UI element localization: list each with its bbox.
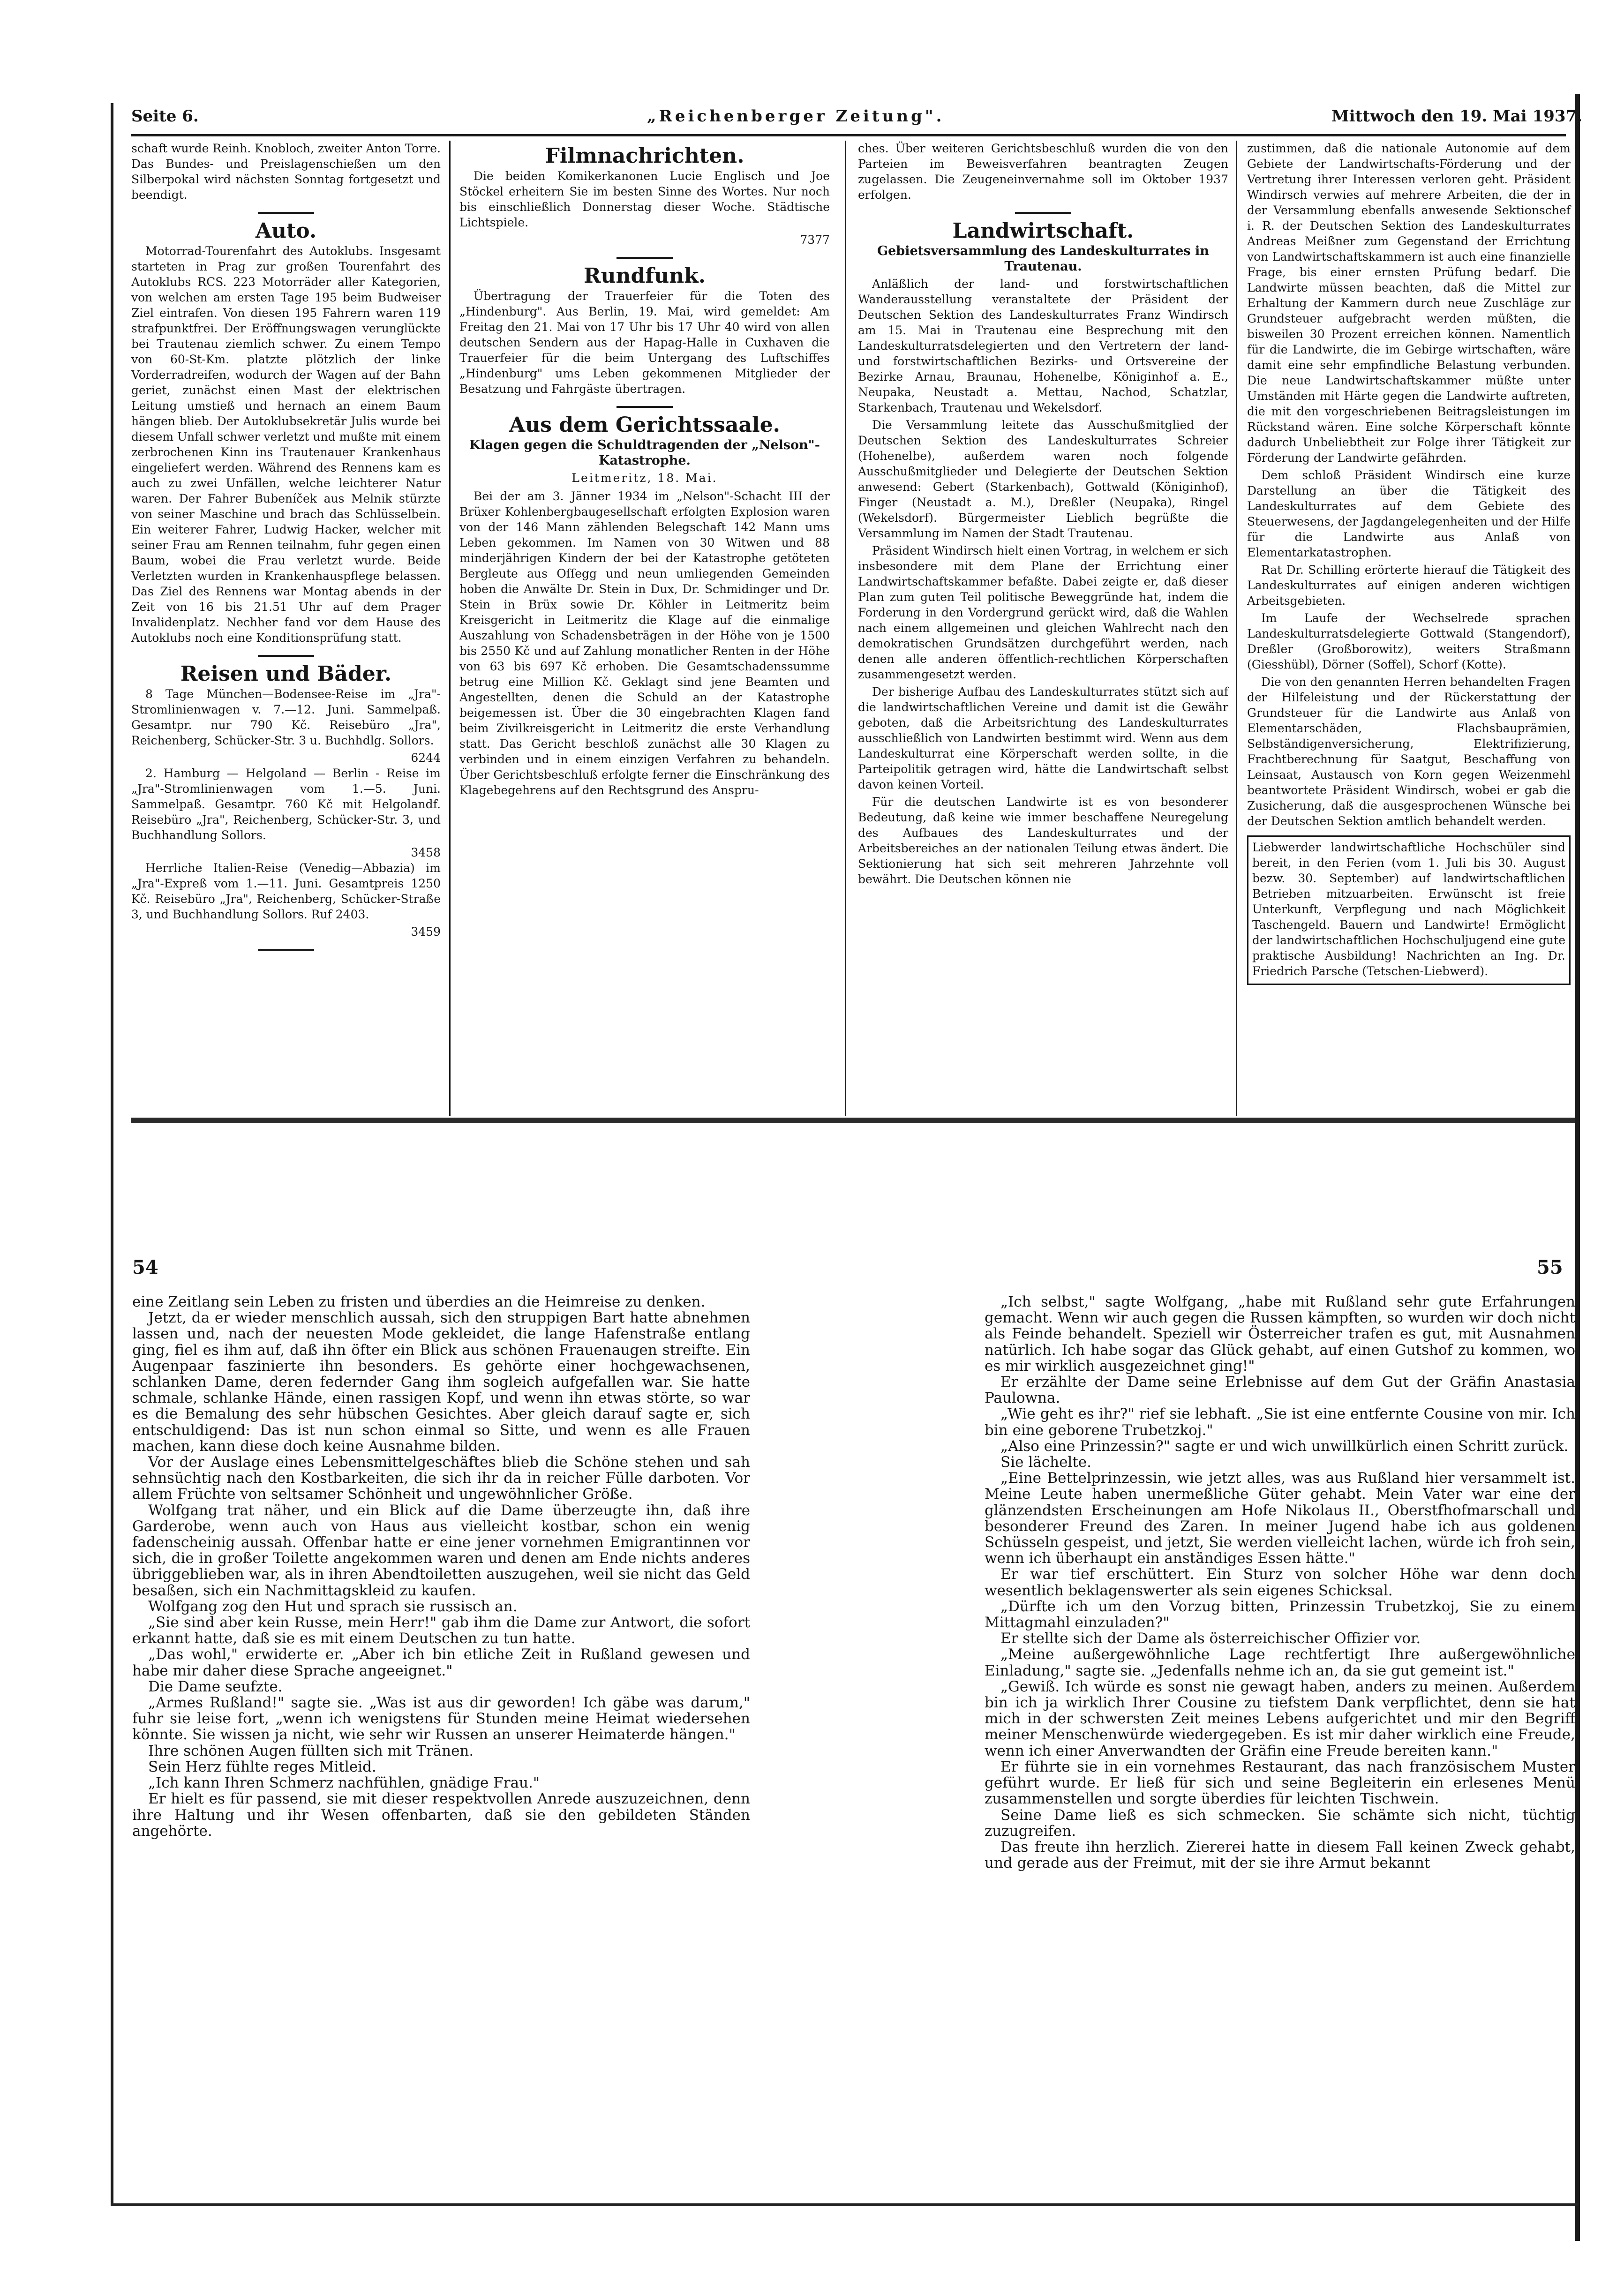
book-paragraph: „Sie sind aber kein Russe, mein Herr!" gab ihm die Dame zur Antwort, die sofort erkannt hatte, daß sie es mit einem Deutschen zu tun hatte. [132, 1614, 750, 1647]
header-rule [131, 134, 1566, 136]
section-heading-rundfunk: Rundfunk. [583, 264, 706, 288]
book-paragraph: Er war tief erschüttert. Ein Sturz von solcher Höhe war denn doch wesentlich beklagenswerter als sein eigenes Schicksal. [985, 1566, 1575, 1599]
book-paragraph: Seine Dame ließ es sich schmecken. Sie schämte sich nicht, tüchtig zuzugreifen. [985, 1806, 1575, 1840]
section-heading-gericht: Aus dem Gerichtssaale. [509, 413, 780, 437]
travel-ad: 8 Tage München—Bodensee-Reise im „Jra"-Stromlinienwagen v. 7.—12. Juni. Sammelpaß. Gesamtpr. nur 790 Kč. Reisebüro „Jra", Reichenberg, Schücker-Str. 3 u. Buchhdlg. Sollors. [131, 687, 441, 747]
book-paragraph: Sein Herz fühlte reges Mitleid. [148, 1758, 376, 1775]
section-heading-landwirtschaft: Landwirtschaft. [952, 219, 1134, 243]
book-paragraph: „Also eine Prinzessin?" sagte er und wich unwillkürlich einen Schritt zurück. [1000, 1437, 1569, 1455]
book-paragraph: „Gewiß. Ich würde es sonst nie gewagt haben, anders zu meinen. Außerdem bin ich ja wirklich Ihrer Cousine zu tiefstem Dank verpflichtet, denn sie hat mich in der schwersten Zeit meines Lebens aufgerichtet und mir den Begriff meiner Menschenwürde wiedergegeben. Es ist mir daher wirklich eine Freude, wenn ich einer Anverwandten der Gräfin eine Freude bereiten kann." [985, 1678, 1575, 1759]
column-3 [858, 141, 1228, 889]
section-heading-auto: Auto. [255, 219, 317, 243]
ad-number: 6244 [411, 751, 441, 765]
book-paragraph: Die Dame seufzte. [148, 1678, 283, 1695]
travel-ad: 2. Hamburg — Helgoland — Berlin - Reise im „Jra"-Stromlinienwagen vom 1.—5. Juni. Sammelpaß. Gesamtpr. 760 Kč mit Helgolandf. Reisebüro „Jra", Reichenberg, Schücker-Str. 3, und Buchhandlung Sollors. [131, 766, 441, 842]
fold-divider [131, 1118, 1575, 1123]
article-text: Bei der am 3. Jänner 1934 im „Nelson"-Schacht III der Brüxer Kohlenbergbaugesellschaft erfolgten Explosion waren von der 146 Mann zählenden Belegschaft 142 Mann ums Leben gekommen. Im Namen von 30 Witwen und 88 minderjährigen Kindern der bei der Katastrophe getöteten Bergleute aus Oſſegg und neun umliegenden Gemeinden hoben die Anwälte Dr. Stein in Dux, Dr. Schmidinger und Dr. Stein in Brüx sowie Dr. Köhler in Leitmeritz beim Kreisgericht in Leitmeritz die Klage auf die einmalige Auszahlung von Schadensbeträgen in der Höhe von je 1500 bis 2550 Kč und auf Zahlung monatlicher Renten in der Höhe von 63 bis 697 Kč erhoben. Die Gesamtschadenssumme betrug eine Million Kč. Geklagt sind jene Beamten und Angestellten, denen die Schuld an der Katastrophe beigemessen ist. Über die 30 eingebrachten Klagen fand beim Zivilkreisgericht in Leitmeritz die erste Verhandlung statt. Das Gericht beschloß zunächst alle 30 Klagen zu verbinden und in einem einzigen Verfahren zu behandeln. Über Gerichtsbeschluß erfolgte ferner die Einschränkung des Klagebegehrens auf den Rechtsgrund des Anspru- [459, 489, 830, 797]
issue-date: Mittwoch den 19. Mai 1937. [1331, 107, 1583, 126]
article-text: Präsident Windirsch hielt einen Vortrag, in welchem er sich insbesondere mit dem Plane der Errichtung einer Landwirtschaftskammer befaßte. Dabei zeigte er, daß dieser Plan zum guten Teil politische Beweggründe hat, indem die Forderung in den Vordergrund gerückt wird, daß die Wahlen nach einem allgemeinen und gleichen Wahlrecht nach den demokratischen Grundsätzen durchgeführt werden, nach denen alle anderen öffentlich-rechtlichen Körperschaften zusammengesetzt werden. [858, 544, 1228, 681]
book-paragraph: Er stellte sich der Dame als österreichischer Offizier vor. [1000, 1630, 1421, 1647]
book-paragraph: „Ich selbst," sagte Wolfgang, „habe mit Rußland sehr gute Erfahrungen gemacht. Wenn wir auch gegen die Russen kämpften, so wurden wir doch nicht als Feinde behandelt. Speziell wir Österreicher trafen es gut, mit Ausnahmen natürlich. Ich habe sogar das Glück gehabt, auf einen Gutshof zu kommen, wo es mir wirklich ausgezeichnet ging!" [985, 1293, 1575, 1375]
page-edge-right [1575, 94, 1580, 2241]
book-paragraph: „Das wohl," erwiderte er. „Aber ich bin etliche Zeit in Rußland gewesen und habe mir daher diese Sprache angeeignet." [132, 1646, 750, 1679]
book-paragraph: Ihre schönen Augen füllten sich mit Tränen. [148, 1742, 474, 1759]
article-text: Im Laufe der Wechselrede sprachen Landeskulturratsdelegierte Gottwald (Stangendorf), Dreßler (Großborowitz), weiters Straßmann (Giesshübl), Dörner (Soffel), Schorf (Kotte). [1247, 611, 1571, 671]
column-rule [449, 141, 451, 1116]
article-text: Die von den genannten Herren behandelten Fragen der Hilfeleistung und der Rückerstattung der Grundsteuer für die Landwirte aus Anlaß von Elementarschäden, Flachsbauprämien, Selbständigenversicherung, Elektrifizierung, Frachtberechnung für Saatgut, Beschaffung von Leinsaat, Austausch von Korn gegen Weizenmehl beantwortete Präsident Windirsch, wobei er gab die Zusicherung, daß die ausgesprochenen Wünsche bei der Deutschen Sektion amtlich behandelt werden. [1247, 675, 1571, 828]
book-page-number-left: 54 [132, 1256, 158, 1278]
notice-text: Liebwerder landwirtschaftliche Hochschüler sind bereit, in den Ferien (vom 1. Juli bis 30. August bezw. 30. September) auf landwirtschaftlichen Betrieben mitzuarbeiten. Erwünscht ist freie Unterkunft, Verpflegung und nach Möglichkeit Taschengeld. Bauern und Landwirte! Ermöglicht der landwirtschaftlichen Hochschuljugend eine gute praktische Ausbildung! Nachrichten an Ing. Dr. Friedrich Parsche (Tetschen-Liebwerd). [1252, 841, 1565, 978]
article-text: zustimmen, daß die nationale Autonomie auf dem Gebiete der Landwirtschafts-Förderung und der Vertretung ihrer Interessen verloren geht. Präsident Windirsch verwies auf mehrere Arbeiten, die der in der Versammlung ebenfalls anwesende Sektionschef i. R. der Deutschen Sektion des Landeskulturrates Andreas Meißner zum Gegenstand der Errichtung von Landwirtschaftskammern ist auch eine finanzielle Frage, bis einer ernsten Prüfung bedarf. Die Landwirte müssen beachten, daß die Mittel zur Erhaltung der Kammern durch neue Zuschläge zur Grundsteuer aufgebracht werden müßten, die bisweilen 30 Prozent erreichen können. Namentlich für die Landwirte, die im Gebirge wirtschaften, wäre damit eine sehr empfindliche Belastung verbunden. Die neue Landwirtschaftskammer müßte unter Umständen mit Härte gegen die Landwirte auftreten, die mit den vorgeschriebenen Beitragsleistungen im Rückstand wären. Eine solche Körperschaft könnte dadurch Unbeliebtheit zur Folge ihrer Tätigkeit zur Förderung der Landwirte gefährden. [1247, 142, 1571, 465]
article-text: Die beiden Komikerkanonen Lucie Englisch und Joe Stöckel erheitern Sie im besten Sinne des Wortes. Nur noch bis einschließlich Donnerstag dieser Woche. Städtische Lichtspiele. [459, 169, 830, 229]
book-paragraph: Wolfgang trat näher, und ein Blick auf die Dame überzeugte ihn, daß ihre Garderobe, wenn auch von Haus aus vielleicht kostbar, schon ein wenig fadenscheinig aussah. Offenbar hatte er eine jener vornehmen Emigrantinnen vor sich, die in großer Toilette angekommen waren und denen am Ende nichts anderes übriggeblieben war, als in ihren Abendtoiletten auszugehen, weil sie nicht das Geld besaßen, sich ein Nachmittagskleid zu kaufen. [132, 1502, 750, 1599]
newspaper-title: „Reichenberger Zeitung". [647, 107, 945, 126]
article-text: Die Versammlung leitete das Ausschußmitglied der Deutschen Sektion des Landeskulturrates Schreier (Hohenelbe), außerdem waren noch folgende Ausschußmitglieder und Delegierte der Deutschen Sektion anwesend: Gebert (Starkenbach), Gottwald (Königinhof), Finger (Neustadt a. M.), Dreßler (Neupaka), Ringel (Wekelsdorf). Bürgermeister Lieblich begrüßte die Versammlung im Namen der Stadt Trautenau. [858, 418, 1228, 540]
travel-ad: Herrliche Italien-Reise (Venedig—Abbazia) im „Jra"-Expreß vom 1.—11. Juni. Gesamtpreis 1250 Kč. Reisebüro „Jra", Reichenberg, Schücker-Straße 3, und Buchhandlung Sollors. Ruf 2403. [131, 861, 441, 921]
column-rule [1236, 141, 1237, 1116]
ad-number: 3459 [411, 925, 441, 939]
book-paragraph: „Meine außergewöhnliche Lage rechtfertigt Ihre außergewöhnliche Einladung," sagte sie. „Jedenfalls nehme ich an, da sie gut gemeint ist." [985, 1646, 1575, 1679]
separator [258, 655, 314, 657]
ad-number: 3458 [411, 846, 441, 859]
book-paragraph: Er erzählte der Dame seine Erlebnisse auf dem Gut der Gräfin Anastasia Paulowna. [985, 1374, 1575, 1407]
section-heading-reisen: Reisen und Bäder. [180, 662, 392, 686]
book-page-left [132, 1294, 750, 1839]
book-page-number-right: 55 [1537, 1256, 1563, 1278]
notice-box [1247, 835, 1571, 985]
article-subheading: Klagen gegen die Schuldtragenden der „Nelson"-Katastrophe. [469, 438, 820, 468]
article-text: schaft wurde Reinh. Knobloch, zweiter Anton Torre. Das Bundes- und Preislagenschießen um den Silberpokal wird nächsten Sonntag fortgesetzt und beendigt. [131, 142, 441, 202]
article-text: Motorrad-Tourenfahrt des Autoklubs. Insgesamt starteten in Prag zur großen Tourenfahrt des Autoklubs RCS. 223 Motorräder aller Kategorien, von welchen am ersten Tage 195 beim Budweiser Ziel eintrafen. Von diesen 195 Fahrern waren 119 strafpunktfrei. Der Eröffnungswagen verunglückte bei Trautenau ziemlich schwer. Zu einem Tempo von 60-St-Km. platzte plötzlich der linke Vorderradreifen, wodurch der Wagen auf der Bahn geriet, zunächst einen Mast der elektrischen Leitung umstieß und hernach an einem Baum hängen blieb. Der Autoklubsekretär Julis wurde bei diesem Unfall schwer verletzt und mußte mit einem zerbrochenen Kinn ins Trautenauer Krankenhaus eingeliefert werden. Während des Rennens kam es auch zu zwei Unfällen, welche leichterer Natur waren. Der Fahrer Bubeníček aus Melnik stürzte von seiner Maschine und brach das Schlüsselbein. Ein weiterer Fahrer, Ludwig Hacker, welcher mit seiner Frau am Rennen teilnahm, fuhr gegen einen Baum, wobei die Frau verletzt wurde. Beide Verletzten wurden in Krankenhauspflege belassen. Das Ziel des Rennens war Montag abends in der Zeit von 16 bis 21.51 Uhr auf dem Prager Invalidenplatz. Nechher fand vor dem Hause des Autoklubs noch eine Konditionsprüfung statt. [131, 244, 441, 645]
article-text: Dem schloß Präsident Windirsch eine kurze Darstellung an über die Tätigkeit des Landeskulturrates auf dem Gebiete des Steuerwesens, der Jagdangelegenheiten und der Hilfe für die Landwirte aus Anlaß von Elementarkatastrophen. [1247, 468, 1571, 559]
book-paragraph: eine Zeitlang sein Leben zu fristen und überdies an die Heimreise zu denken. [132, 1293, 706, 1310]
article-subheading: Gebietsversammlung des Landeskulturrates in Trautenau. [877, 244, 1209, 274]
separator [258, 212, 314, 214]
article-text: Rat Dr. Schilling erörterte hierauf die Tätigkeit des Landeskulturrates auf einigen anderen wichtigen Arbeitsgebieten. [1247, 563, 1571, 608]
page-number-header: Seite 6. [131, 107, 199, 126]
book-paragraph: Vor der Auslage eines Lebensmittelgeschäftes blieb die Schöne stehen und sah sehnsüchtig nach den Kostbarkeiten, die sich ihr da in reicher Fülle darboten. Vor allem Früchte von seltsamer Schönheit und ungewöhnlicher Größe. [132, 1454, 750, 1503]
book-paragraph: „Ich kann Ihren Schmerz nachfühlen, gnädige Frau." [148, 1774, 540, 1792]
book-paragraph: Wolfgang zog den Hut und sprach sie russisch an. [148, 1598, 518, 1615]
book-paragraph: Er führte sie in ein vornehmes Restaurant, das nach französischem Muster geführt wurde. Er ließ für sich und seine Begleiterin ein erlesenes Menü zusammenstellen und sorgte überdies für leichten Tischwein. [985, 1758, 1575, 1808]
book-paragraph: Er hielt es für passend, sie mit dieser respektvollen Anrede auszuzeichnen, denn ihre Haltung und ihr Wesen offenbarten, daß sie den gebildeten Ständen angehörte. [132, 1790, 750, 1840]
book-paragraph: „Eine Bettelprinzessin, wie jetzt alles, was aus Rußland hier versammelt ist. Meine Leute haben unermeßliche Güter gehabt. Mein Vater war eine der glänzendsten Erscheinungen am Hofe Nikolaus II., Oberstfhofmarschall und besonderer Freund des Zaren. In meiner Jugend habe ich aus goldenen Schüsseln gespeist, und jetzt, Sie werden vielleicht lachen, würde ich froh sein, wenn ich überhaupt ein anständiges Essen hätte." [985, 1470, 1575, 1567]
article-text: Der bisherige Aufbau des Landeskulturrates stützt sich auf die landwirtschaftlichen Vereine und damit ist die Gewähr geboten, daß die Arbeitsrichtung des Landeskulturrates ausschließlich von Landwirten bestimmt wird. Wenn aus dem Landeskulturrat eine Körperschaft werden sollte, in die Parteipolitik getragen wird, hätte die Landwirtschaft selbst davon keinen Vorteil. [858, 685, 1228, 791]
separator [1015, 212, 1071, 214]
book-paragraph: „Armes Rußland!" sagte sie. „Was ist aus dir geworden! Ich gäbe was darum," fuhr sie leise fort, „wenn ich wenigstens für Stunden meine Heimat wiedersehen könnte. Sie wissen ja nicht, wie sehr wir Russen an unserer Heimaterde hängen." [132, 1694, 750, 1743]
article-text: Übertragung der Trauerfeier für die Toten des „Hindenburg". Aus Berlin, 19. Mai, wird gemeldet: Am Freitag den 21. Mai von 17 Uhr bis 17 Uhr 40 wird von allen deutschen Sendern aus der Hapag-Halle in Cuxhaven die Trauerfeier für die beim Untergang des Luftschiffes „Hindenburg" ums Leben gekommenen Mitglieder der Besatzung und Fahrgäste übertragen. [459, 289, 830, 396]
dateline: Leitmeritz, 18. Mai. [571, 471, 718, 485]
separator [258, 949, 314, 951]
separator [617, 406, 673, 408]
book-paragraph: „Dürfte ich um den Vorzug bitten, Prinzessin Trubetzkoj, Sie zu einem Mittagmahl einzuladen?" [985, 1598, 1575, 1631]
book-paragraph: „Wie geht es ihr?" rief sie lebhaft. „Sie ist eine entfernte Cousine von mir. Ich bin eine geborene Trubetzkoj." [985, 1405, 1575, 1439]
column-2 [459, 141, 830, 800]
book-paragraph: Sie lächelte. [1000, 1454, 1091, 1471]
book-paragraph: Jetzt, da er wieder menschlich aussah, sich den struppigen Bart hatte abnehmen lassen und, nach der neuesten Mode gekleidet, die lange Hafenstraße entlang ging, fiel es ihm auf, daß ihn öfter ein Blick aus schönen Frauenaugen streifte. Ein Augenpaar faszinierte ihn besonders. Es gehörte einer hochgewachsenen, schlanken Dame, deren federnder Gang ihm sogleich aufgefallen war. Sie hatte schmale, schlanke Hände, einen rassigen Kopf, und wenn ihn etwas störte, so war es die Bemalung des sehr hübschen Gesichtes. Aber gleich darauf sagte er, sich entschuldigend: Das ist nun schon einmal so Sitte, und wenn es alle Frauen machen, kann diese doch keine Ausnahme bilden. [132, 1309, 750, 1455]
article-text: ches. Über weiteren Gerichtsbeschluß wurden die von den Parteien im Beweisverfahren beantragten Zeugen zugelassen. Die Zeugeneinvernahme soll im Oktober 1937 erfolgen. [858, 142, 1228, 202]
page-edge-bottom [111, 2203, 1578, 2206]
article-text: Für die deutschen Landwirte ist es von besonderer Bedeutung, daß keine wie immer beschaffene Neuregelung des Aufbaues des Landeskulturrates und der Arbeitsbereiches an der nationalen Teilung etwas ändert. Die Sektionierung hat sich seit mehreren Jahrzehnte voll bewährt. Die Deutschen können nie [858, 795, 1228, 886]
book-paragraph: Das freute ihn herzlich. Ziererei hatte in diesem Fall keinen Zweck gehabt, und gerade aus der Freimut, mit der sie ihre Armut bekannt [985, 1838, 1575, 1872]
ad-number: 7377 [800, 233, 830, 247]
article-text: Anläßlich der land- und forstwirtschaftlichen Wanderausstellung veranstaltete der Präsident der Deutschen Sektion des Landeskulturrates Franz Windirsch am 15. Mai in Trautenau eine Besprechung mit den Landeskulturratsdelegierten und den Vertretern der land- und forstwirtschaftlichen Bezirks- und Ortsvereine der Bezirke Arnau, Braunau, Hohenelbe, Königinhof a. E., Neupaka, Neustadt a. Mettau, Nachod, Schatzlar, Starkenbach, Trautenau und Wekelsdorf. [858, 277, 1228, 414]
book-page-right [985, 1294, 1575, 1871]
section-heading-film: Filmnachrichten. [545, 144, 744, 168]
page-edge-left [111, 103, 113, 2203]
separator [617, 257, 673, 259]
column-1 [131, 141, 441, 960]
column-rule [845, 141, 846, 1116]
column-4 [1247, 141, 1571, 985]
